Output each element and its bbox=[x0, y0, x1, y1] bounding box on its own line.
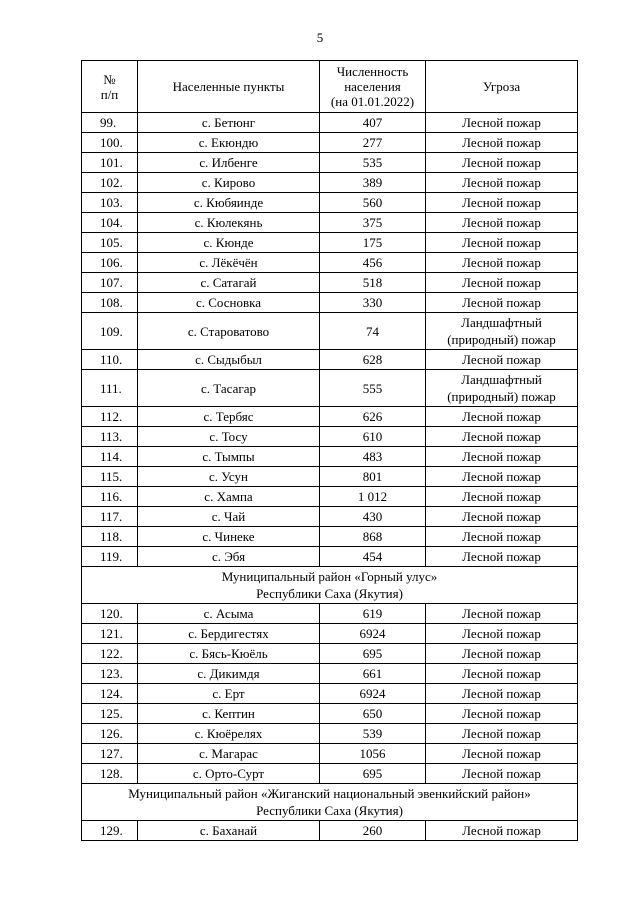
settlement-name: с. Асыма bbox=[138, 604, 320, 624]
threat: Лесной пожар bbox=[426, 527, 578, 547]
settlement-name: с. Кюбяинде bbox=[138, 193, 320, 213]
threat: Лесной пожар bbox=[426, 133, 578, 153]
table-row bbox=[82, 764, 578, 784]
section-header-row bbox=[82, 784, 578, 821]
settlement-name: с. Илбенге bbox=[138, 153, 320, 173]
population: 74 bbox=[320, 313, 426, 350]
row-number: 117. bbox=[82, 507, 138, 527]
section-title: Муниципальный район «Горный улус» Республики Саха (Якутия) bbox=[82, 567, 578, 604]
row-number: 102. bbox=[82, 173, 138, 193]
table-row bbox=[82, 113, 578, 133]
settlement-name: с. Сосновка bbox=[138, 293, 320, 313]
population: 430 bbox=[320, 507, 426, 527]
settlement-name: с. Хампа bbox=[138, 487, 320, 507]
table-row bbox=[82, 664, 578, 684]
threat: Лесной пожар bbox=[426, 744, 578, 764]
row-number: 129. bbox=[82, 821, 138, 841]
population: 456 bbox=[320, 253, 426, 273]
threat: Лесной пожар bbox=[426, 350, 578, 370]
threat: Лесной пожар bbox=[426, 153, 578, 173]
threat: Лесной пожар bbox=[426, 407, 578, 427]
threat: Лесной пожар bbox=[426, 447, 578, 467]
threat: Лесной пожар bbox=[426, 193, 578, 213]
population: 6924 bbox=[320, 624, 426, 644]
population: 695 bbox=[320, 644, 426, 664]
settlement-name: с. Бясь-Кюёль bbox=[138, 644, 320, 664]
table-row bbox=[82, 724, 578, 744]
row-number: 110. bbox=[82, 350, 138, 370]
table-row bbox=[82, 407, 578, 427]
threat: Лесной пожар bbox=[426, 764, 578, 784]
population: 330 bbox=[320, 293, 426, 313]
population: 375 bbox=[320, 213, 426, 233]
section-title: Муниципальный район «Жиганский национальный эвенкийский район» Республики Саха (Якутия) bbox=[82, 784, 578, 821]
threat: Лесной пожар bbox=[426, 427, 578, 447]
table-row bbox=[82, 704, 578, 724]
table-row bbox=[82, 527, 578, 547]
population: 407 bbox=[320, 113, 426, 133]
table-row bbox=[82, 604, 578, 624]
threat: Лесной пожар bbox=[426, 821, 578, 841]
row-number: 115. bbox=[82, 467, 138, 487]
threat: Лесной пожар bbox=[426, 507, 578, 527]
table-row bbox=[82, 213, 578, 233]
population: 650 bbox=[320, 704, 426, 724]
settlement-name: с. Чинеке bbox=[138, 527, 320, 547]
table-row bbox=[82, 507, 578, 527]
settlement-name: с. Кюёрелях bbox=[138, 724, 320, 744]
threat: Лесной пожар bbox=[426, 487, 578, 507]
settlement-name: с. Тасагар bbox=[138, 370, 320, 407]
table-row bbox=[82, 253, 578, 273]
threat: Лесной пожар bbox=[426, 213, 578, 233]
threat: Лесной пожар bbox=[426, 624, 578, 644]
population: 6924 bbox=[320, 684, 426, 704]
population: 801 bbox=[320, 467, 426, 487]
table-row bbox=[82, 313, 578, 350]
row-number: 106. bbox=[82, 253, 138, 273]
population: 555 bbox=[320, 370, 426, 407]
settlement-name: с. Ерт bbox=[138, 684, 320, 704]
row-number: 128. bbox=[82, 764, 138, 784]
table-row bbox=[82, 744, 578, 764]
table-row bbox=[82, 624, 578, 644]
table-row bbox=[82, 684, 578, 704]
population: 868 bbox=[320, 527, 426, 547]
header-number: № п/п bbox=[82, 61, 138, 113]
settlement-name: с. Староватово bbox=[138, 313, 320, 350]
population: 277 bbox=[320, 133, 426, 153]
row-number: 120. bbox=[82, 604, 138, 624]
population: 628 bbox=[320, 350, 426, 370]
table-row bbox=[82, 447, 578, 467]
table-row bbox=[82, 467, 578, 487]
settlement-name: с. Лёкёчён bbox=[138, 253, 320, 273]
population: 560 bbox=[320, 193, 426, 213]
threat: Ландшафтный (природный) пожар bbox=[426, 313, 578, 350]
row-number: 108. bbox=[82, 293, 138, 313]
settlement-name: с. Орто-Сурт bbox=[138, 764, 320, 784]
population: 626 bbox=[320, 407, 426, 427]
row-number: 100. bbox=[82, 133, 138, 153]
population: 661 bbox=[320, 664, 426, 684]
threat: Лесной пожар bbox=[426, 664, 578, 684]
settlement-name: с. Дикимдя bbox=[138, 664, 320, 684]
settlement-name: с. Кирово bbox=[138, 173, 320, 193]
row-number: 127. bbox=[82, 744, 138, 764]
settlement-name: с. Кюлекянь bbox=[138, 213, 320, 233]
threat: Ландшафтный (природный) пожар bbox=[426, 370, 578, 407]
table-row bbox=[82, 133, 578, 153]
table-row bbox=[82, 370, 578, 407]
population: 1 012 bbox=[320, 487, 426, 507]
settlement-name: с. Кептин bbox=[138, 704, 320, 724]
threat: Лесной пожар bbox=[426, 113, 578, 133]
settlement-name: с. Екюндю bbox=[138, 133, 320, 153]
row-number: 123. bbox=[82, 664, 138, 684]
table-row bbox=[82, 821, 578, 841]
threat: Лесной пожар bbox=[426, 253, 578, 273]
threat: Лесной пожар bbox=[426, 467, 578, 487]
population: 695 bbox=[320, 764, 426, 784]
row-number: 112. bbox=[82, 407, 138, 427]
population: 610 bbox=[320, 427, 426, 447]
population: 518 bbox=[320, 273, 426, 293]
table-row bbox=[82, 487, 578, 507]
table-row bbox=[82, 427, 578, 447]
settlement-name: с. Кюнде bbox=[138, 233, 320, 253]
settlement-name: с. Чай bbox=[138, 507, 320, 527]
settlement-name: с. Тымпы bbox=[138, 447, 320, 467]
population: 175 bbox=[320, 233, 426, 253]
population: 539 bbox=[320, 724, 426, 744]
population: 619 bbox=[320, 604, 426, 624]
table-row bbox=[82, 293, 578, 313]
population: 483 bbox=[320, 447, 426, 467]
row-number: 105. bbox=[82, 233, 138, 253]
settlement-name: с. Сыдыбыл bbox=[138, 350, 320, 370]
population: 454 bbox=[320, 547, 426, 567]
row-number: 114. bbox=[82, 447, 138, 467]
settlements-table bbox=[81, 60, 578, 841]
row-number: 109. bbox=[82, 313, 138, 350]
row-number: 113. bbox=[82, 427, 138, 447]
settlement-name: с. Баханай bbox=[138, 821, 320, 841]
threat: Лесной пожар bbox=[426, 547, 578, 567]
header-settlements: Населенные пункты bbox=[138, 61, 320, 113]
settlement-name: с. Бердигестях bbox=[138, 624, 320, 644]
row-number: 103. bbox=[82, 193, 138, 213]
settlement-name: с. Усун bbox=[138, 467, 320, 487]
row-number: 118. bbox=[82, 527, 138, 547]
settlement-name: с. Магарас bbox=[138, 744, 320, 764]
row-number: 119. bbox=[82, 547, 138, 567]
row-number: 99. bbox=[82, 113, 138, 133]
table-row bbox=[82, 350, 578, 370]
row-number: 111. bbox=[82, 370, 138, 407]
row-number: 116. bbox=[82, 487, 138, 507]
population: 389 bbox=[320, 173, 426, 193]
row-number: 124. bbox=[82, 684, 138, 704]
row-number: 121. bbox=[82, 624, 138, 644]
table-row bbox=[82, 547, 578, 567]
row-number: 107. bbox=[82, 273, 138, 293]
table-row bbox=[82, 153, 578, 173]
threat: Лесной пожар bbox=[426, 684, 578, 704]
settlement-name: с. Бетюнг bbox=[138, 113, 320, 133]
threat: Лесной пожар bbox=[426, 293, 578, 313]
settlement-name: с. Тербяс bbox=[138, 407, 320, 427]
row-number: 125. bbox=[82, 704, 138, 724]
row-number: 126. bbox=[82, 724, 138, 744]
table-row bbox=[82, 644, 578, 664]
threat: Лесной пожар bbox=[426, 644, 578, 664]
threat: Лесной пожар bbox=[426, 233, 578, 253]
row-number: 104. bbox=[82, 213, 138, 233]
header-population: Численность населения (на 01.01.2022) bbox=[320, 61, 426, 113]
table-row bbox=[82, 233, 578, 253]
threat: Лесной пожар bbox=[426, 724, 578, 744]
population: 260 bbox=[320, 821, 426, 841]
table-header-row bbox=[82, 61, 578, 113]
settlement-name: с. Сатагай bbox=[138, 273, 320, 293]
table-row bbox=[82, 273, 578, 293]
threat: Лесной пожар bbox=[426, 273, 578, 293]
row-number: 122. bbox=[82, 644, 138, 664]
settlement-name: с. Тосу bbox=[138, 427, 320, 447]
header-threat: Угроза bbox=[426, 61, 578, 113]
table-row bbox=[82, 193, 578, 213]
table-row bbox=[82, 173, 578, 193]
threat: Лесной пожар bbox=[426, 704, 578, 724]
row-number: 101. bbox=[82, 153, 138, 173]
section-header-row bbox=[82, 567, 578, 604]
settlement-name: с. Эбя bbox=[138, 547, 320, 567]
population: 535 bbox=[320, 153, 426, 173]
population: 1056 bbox=[320, 744, 426, 764]
threat: Лесной пожар bbox=[426, 604, 578, 624]
threat: Лесной пожар bbox=[426, 173, 578, 193]
page-number: 5 bbox=[316, 30, 324, 45]
